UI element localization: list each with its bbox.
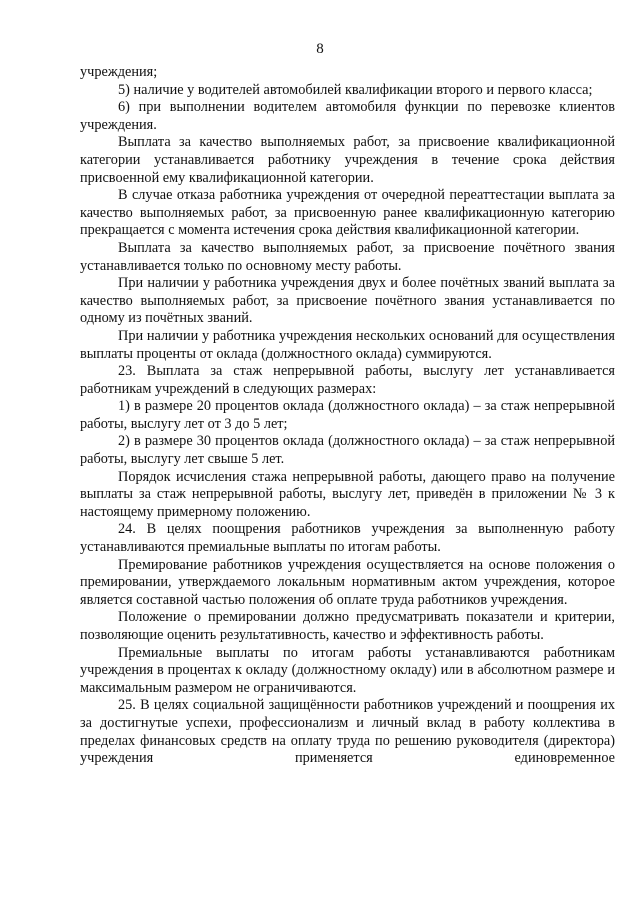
clause-24: 24. В целях поощрения работников учреждения за выполненную работу устанавливаются премиальные выплаты по итогам работы. bbox=[80, 521, 615, 556]
clause-23-item-1: 1) в размере 20 процентов оклада (должностного оклада) – за стаж непрерывной работы, выслугу лет от 3 до 5 лет; bbox=[80, 398, 615, 432]
paragraph-bonus-regulation: Премирование работников учреждения осуществляется на основе положения о премировании, утверждаемого локальным нормативным актом учреждения, которое является составной частью положения об оплате труда работников учреждения. bbox=[80, 556, 615, 608]
paragraph-honorary-title: Выплата за качество выполняемых работ, за присвоение почётного звания устанавливается только по основному месту работы. bbox=[80, 239, 615, 274]
paragraph-seniority-calculation: Порядок исчисления стажа непрерывной работы, дающего право на получение выплаты за стаж непрерывной работы, выслугу лет, приведён в приложении № 3 к настоящему примерному положению. bbox=[80, 468, 615, 520]
document-body bbox=[80, 64, 615, 768]
clause-25: 25. В целях социальной защищённости работников учреждений и поощрения их за достигнутые успехи, профессионализм и личный вклад в работу коллектива в пределах финансовых средств на оплату труда по решению руководителя (директора) учреждения применяется единовременное bbox=[80, 697, 615, 767]
paragraph-bonus-payments: Премиальные выплаты по итогам работы устанавливаются работникам учреждения в процентах к окладу (должностному окладу) или в абсолютном размере и максимальным размером не ограничиваются. bbox=[80, 644, 615, 696]
paragraph-qualification-category: Выплата за качество выполняемых работ, за присвоение квалификационной категории устанавливается работнику учреждения в течение срока действия присвоенной ему квалификационной категории. bbox=[80, 134, 615, 186]
paragraph-multiple-grounds: При наличии у работника учреждения нескольких оснований для осуществления выплаты проценты от оклада (должностного оклада) суммируются. bbox=[80, 327, 615, 362]
paragraph-bonus-criteria: Положение о премировании должно предусматривать показатели и критерии, позволяющие оценить результативность, качество и эффективность работы. bbox=[80, 609, 615, 643]
paragraph-reattestation-refusal: В случае отказа работника учреждения от очередной переаттестации выплата за качество выполняемых работ, за присвоенную ранее квалификационную категорию прекращается с момента истечения срока действия квалификационной категории. bbox=[80, 187, 615, 239]
list-item-5: 5) наличие у водителей автомобилей квалификации второго и первого класса; bbox=[118, 81, 593, 98]
paragraph-multiple-titles: При наличии у работника учреждения двух и более почётных званий выплата за качество выполняемых работ, за присвоение почётного звания устанавливается по одному из почётных званий. bbox=[80, 275, 615, 327]
list-item-6: 6) при выполнении водителем автомобиля функции по перевозке клиентов учреждения. bbox=[80, 99, 615, 133]
clause-23-item-2: 2) в размере 30 процентов оклада (должностного оклада) – за стаж непрерывной работы, выслугу лет свыше 5 лет. bbox=[80, 433, 615, 468]
clause-23: 23. Выплата за стаж непрерывной работы, выслугу лет устанавливается работникам учреждений в следующих размерах: bbox=[80, 363, 615, 397]
page-number: 8 bbox=[316, 41, 324, 57]
paragraph-continuation: учреждения; bbox=[80, 64, 158, 80]
